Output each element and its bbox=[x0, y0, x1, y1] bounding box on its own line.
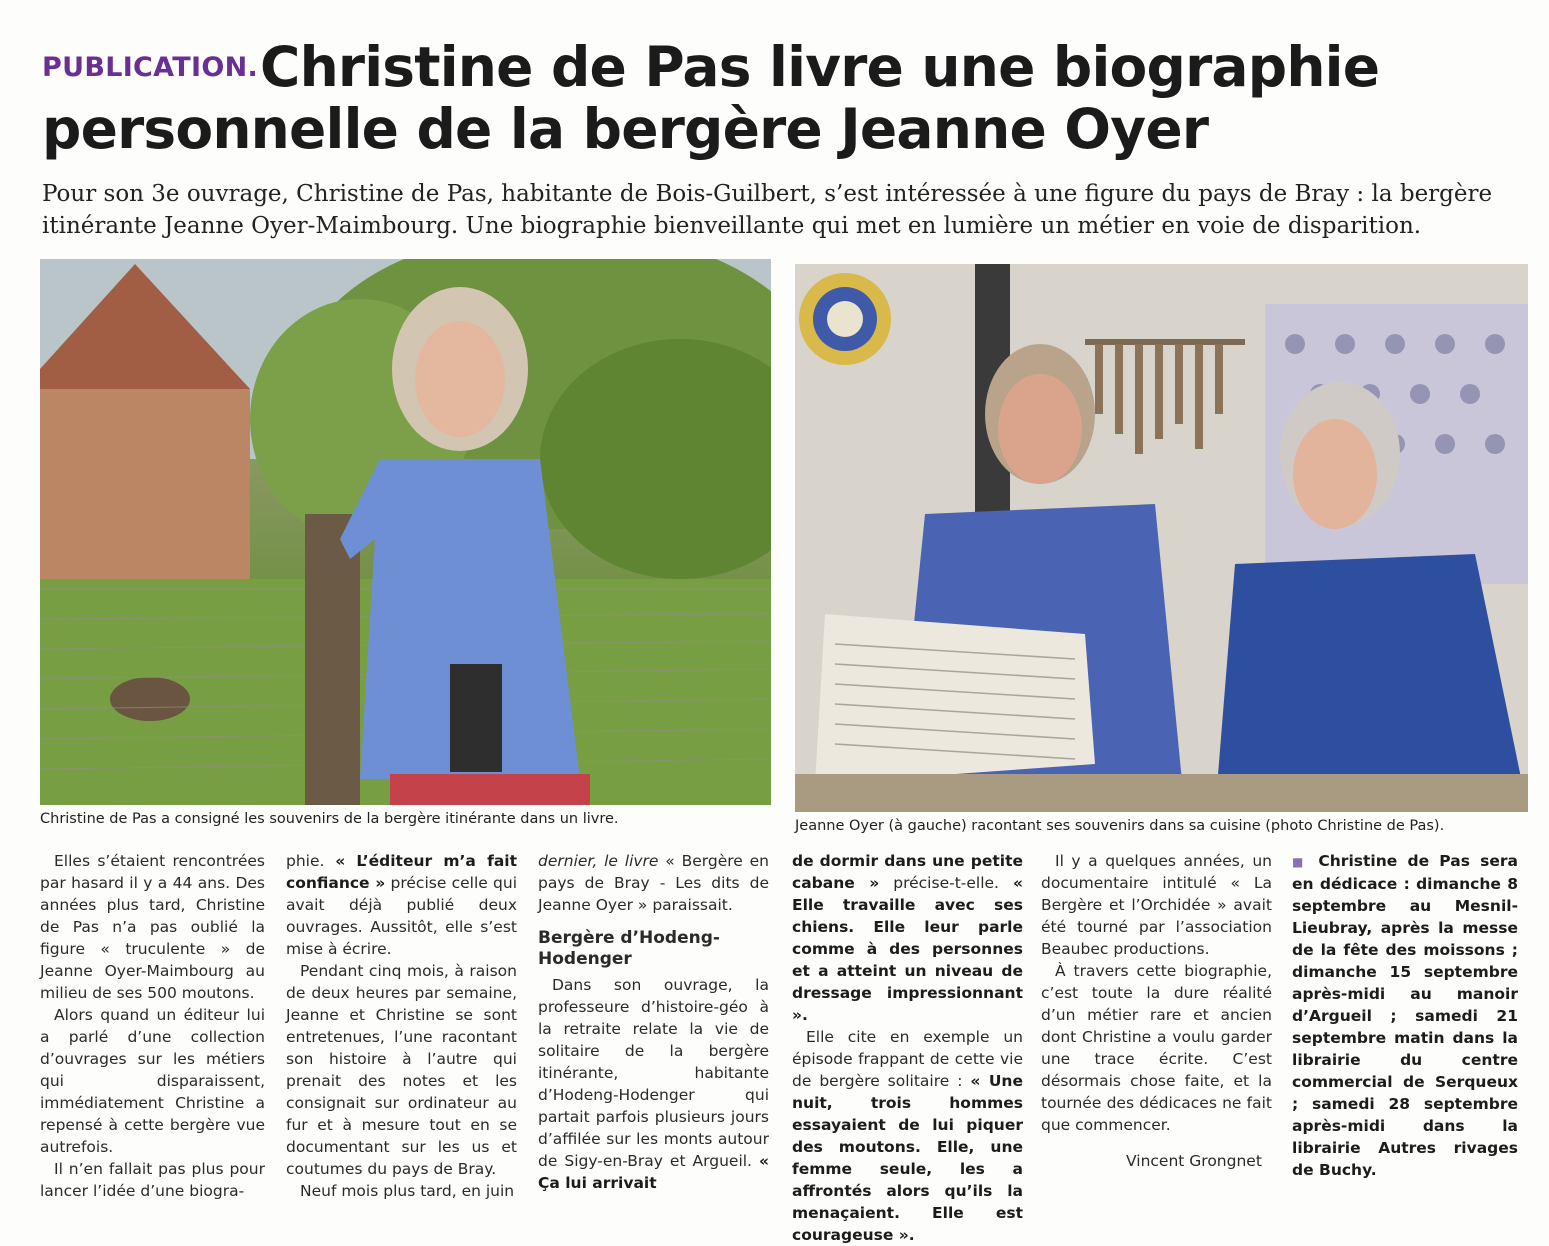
photo-2-illustration bbox=[795, 264, 1528, 812]
dedication-marker-icon: ■ bbox=[1292, 855, 1309, 869]
col3-paragraph-2 bbox=[538, 974, 769, 1194]
col1-paragraph-1: Elles s’étaient rencontrées par hasard il y a 44 ans. Des années plus tard, Christine de Pas n’a pas oublié la figure « truculente » de Jeanne Oyer-Maimbourg au milieu de ses 500 moutons. bbox=[40, 852, 265, 1002]
section-subhead: Bergère d’Hodeng-Hodenger bbox=[538, 928, 720, 969]
photo-1-illustration bbox=[40, 259, 771, 805]
body-column-6-dedications bbox=[1292, 850, 1518, 1181]
col2-p1-quote: « L’éditeur m’a fait confiance » bbox=[286, 852, 517, 892]
col3-p2-quote: « Ça lui arrivait bbox=[538, 1152, 769, 1192]
body-column-5 bbox=[1041, 850, 1272, 1136]
col4-p1-mid: précise-t-elle. bbox=[879, 874, 1013, 892]
photo-2-caption: Jeanne Oyer (à gauche) racontant ses souvenirs dans sa cuisine (photo Christine de Pas). bbox=[795, 818, 1445, 834]
dedication-text: Christine de Pas sera en dédicace : dimanche 8 septembre au Mesnil-Lieubray, après la messe de la fête des moissons ; dimanche 15 septembre après-midi au manoir d’Argueil ; samedi 21 septembre matin dans la librairie du centre commercial de Serqueux ; samedi 28 septembre après-midi dans la librairie Autres rivages de Buchy. bbox=[1292, 852, 1518, 1179]
photo-christine-de-pas bbox=[40, 259, 771, 805]
col3-p2-start: Dans son ouvrage, la professeure d’histoire-géo à la retraite relate la vie de solitaire de la bergère itinérante, habitante d’Hodeng-Hodenger qui partait parfois plusieurs jours d’affilée sur les monts autour de Sigy-en-Bray et Argueil. bbox=[538, 976, 769, 1170]
body-column-4 bbox=[792, 850, 1023, 1246]
body-column-1 bbox=[40, 850, 265, 1202]
col4-p1-quote2: « Elle travaille avec ses chiens. Elle leur parle comme à des personnes et a atteint un niveau de dressage impressionnant ». bbox=[792, 874, 1023, 1024]
body-column-3 bbox=[538, 850, 769, 1194]
headline-line-1: Christine de Pas livre une biographie bbox=[260, 35, 1380, 99]
dedication-info bbox=[1292, 850, 1518, 1181]
col2-paragraph-3: Neuf mois plus tard, en juin bbox=[300, 1182, 515, 1200]
col3-paragraph-1 bbox=[538, 850, 769, 916]
col3-p1-italic: dernier, le livre bbox=[538, 852, 659, 870]
col5-paragraph-2: À travers cette biographie, c’est toute la dure réalité d’un métier rare et ancien dont Christine a voulu garder une trace écrite. C’est désormais chose faite, et la tournée des dédicaces ne fait que commencer. bbox=[1041, 962, 1272, 1134]
col2-paragraph-1 bbox=[286, 850, 517, 960]
article-headline bbox=[42, 36, 1512, 160]
col4-p2-start: Elle cite en exemple un épisode frappant de cette vie de bergère solitaire : bbox=[792, 1028, 1023, 1090]
col4-p1-quote: de dormir dans une petite cabane » bbox=[792, 852, 1023, 892]
col2-p1-end: précise celle qui avait déjà publié deux ouvrages. Aussitôt, elle s’est mise à écrire. bbox=[286, 874, 517, 958]
col4-paragraph-2 bbox=[792, 1026, 1023, 1246]
col1-paragraph-2: Alors quand un éditeur lui a parlé d’une collection d’ouvrages sur les métiers qui disparaissent, immédiatement Christine a repensé à cette bergère vue autrefois. bbox=[40, 1006, 265, 1156]
col2-paragraph-2: Pendant cinq mois, à raison de deux heures par semaine, Jeanne et Christine se sont entretenues, l’une racontant son histoire à l’autre qui prenait des notes et les consignait sur ordinateur au fur et à mesure tout en se documentant sur les us et coutumes du pays de Bray. bbox=[286, 962, 517, 1178]
body-column-2 bbox=[286, 850, 517, 1202]
col2-p1-start: phie. bbox=[286, 852, 336, 870]
col4-paragraph-1 bbox=[792, 850, 1023, 1026]
col5-paragraph-1: Il y a quelques années, un documentaire intitulé « La Bergère et l’Orchidée » avait été tourné par l’association Beaubec productions. bbox=[1041, 852, 1272, 958]
photo-jeanne-oyer-kitchen bbox=[795, 264, 1528, 812]
author-byline: Vincent Grongnet bbox=[1126, 1152, 1262, 1170]
col4-p2-quote: « Une nuit, trois hommes essayaient de lui piquer des moutons. Elle, une femme seule, les a affrontés alors qu’ils la menaçaient. Elle est courageuse ». bbox=[792, 1072, 1023, 1244]
article-kicker: PUBLICATION. bbox=[42, 52, 259, 83]
article-lead: Pour son 3e ouvrage, Christine de Pas, habitante de Bois-Guilbert, s’est intéressée à une figure du pays de Bray : la bergère itinérante Jeanne Oyer-Maimbourg. Une biographie bienveillante qui met en lumière un métier en voie de disparition. bbox=[42, 181, 1493, 239]
col3-p1-end: « Bergère en pays de Bray - Les dits de Jeanne Oyer » paraissait. bbox=[538, 852, 770, 914]
headline-line-2: personnelle de la bergère Jeanne Oyer bbox=[42, 97, 1209, 161]
col1-paragraph-3: Il n’en fallait pas plus pour lancer l’idée d’une biogra- bbox=[40, 1160, 265, 1200]
photo-1-caption: Christine de Pas a consigné les souvenirs de la bergère itinérante dans un livre. bbox=[40, 811, 619, 827]
